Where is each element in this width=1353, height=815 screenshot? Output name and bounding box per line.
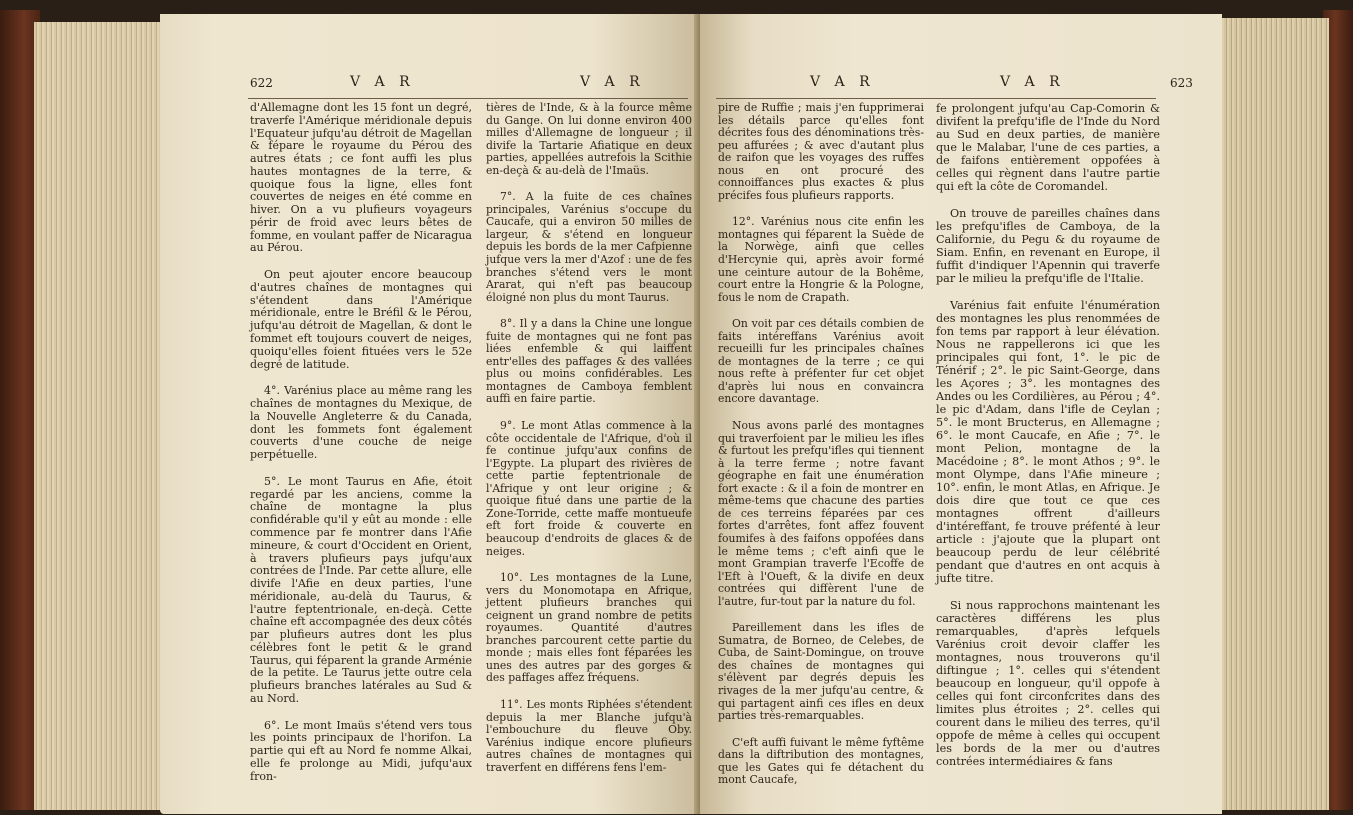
paragraph: Pareillement dans les ifles de Sumatra, de Borneo, de Celebes, de Cuba, de Saint-Domingue, on trouve des chaînes de montagnes qui s'élèvent par degrés depuis les rivages de la mer jufqu'au centre, & qui partagent ainfi ces ifles en deux parties très-remarquables. (718, 621, 924, 723)
paragraph: 4°. Varénius place au même rang les chaînes de montagnes du Mexique, de la Nouvelle Angleterre & du Canada, dont les fommets font également couverts d'une couche de neige perpétuelle. (250, 384, 472, 462)
page-number: 623 (1170, 76, 1193, 90)
paragraph: Si nous rapprochons maintenant les caractères différens les plus remarquables, d'après lefquels Varénius croit devoir claffer les montagnes, nous trouverons qu'il diftingue ; 1°. celles qui s'étendent beaucoup en longueur, qu'il oppofe à celles qui font circonfcrites dans des limites plus étroites ; 2°. celles qui courent dans le milieu des terres, qu'il oppofe de même à celles qui occupent les bords de la mer ou d'autres contrées intermédiaires & fans (936, 599, 1160, 768)
paragraph: tières de l'Inde, & à la fource même du Gange. On lui donne environ 400 milles d'Allemagne de longueur ; il divife la Tartarie Afiatique en deux parties, appellées autrefois la Scithie en-deçà & au-delà de l'Imaüs. (486, 101, 692, 177)
paragraph: On voit par ces détails combien de faits intéreffans Varénius avoit recueilli fur les principales chaînes de montagnes de la terre ; ce qui nous refte à préfenter fur cet objet d'après lui nous en convaincra encore davantage. (718, 317, 924, 406)
paragraph: On trouve de pareilles chaînes dans les prefqu'ifles de Camboya, de la Californie, du Pegu & du royaume de Siam. Enfin, en revenant en Europe, il fuffit d'indiquer l'Apennin qui traverfe par le milieu la prefqu'ifle de l'Italie. (936, 207, 1160, 285)
text-column-1 (250, 102, 472, 798)
running-head: V A R (580, 74, 645, 90)
paragraph: fe prolongent jufqu'au Cap-Comorin & divifent la prefqu'ifle de l'Inde du Nord au Sud en deux parties, de manière que le Malabar, l'une de ces parties, a de faifons entièrement oppofées à celles qui règnent dans l'autre partie qui eft la côte de Coromandel. (936, 102, 1160, 193)
running-head: V A R (810, 74, 875, 90)
page-number: 622 (250, 76, 273, 90)
paragraph: 9°. Le mont Atlas commence à la côte occidentale de l'Afrique, d'où il fe continue jufqu'aux confins de l'Egypte. La plupart des rivières de cette partie feptentrionale de l'Afrique y ont leur origine ; & quoique fitué dans une partie de la Zone-Torride, cette maffe montueufe eft fort froide & couverte en beaucoup d'endroits de glaces & de neiges. (486, 419, 692, 558)
running-head: V A R (1000, 74, 1065, 90)
paragraph: Nous avons parlé des montagnes qui traverfoient par le milieu les ifles & furtout les prefqu'ifles qui tiennent à la terre ferme ; notre favant géographe en fait une énumération fort exacte : & il a foin de montrer en même-tems que chacune des parties de ces terreins féparées par ces fortes d'arrêtes, font affez fouvent foumifes à des faifons oppofées dans le même tems ; c'eft ainfi que le mont Grampian traverfe l'Ecoffe de l'Eft à l'Oueft, & la divife en deux contrées qui diffèrent l'une de l'autre, fur-tout par la nature du fol. (718, 419, 924, 608)
right-page (700, 14, 1222, 814)
paragraph: 6°. Le mont Imaüs s'étend vers tous les points principaux de l'horifon. La partie qui eft au Nord fe nomme Alkai, elle fe prolonge au Midi, jufqu'aux fron- (250, 718, 472, 783)
paragraph: Varénius fait enfuite l'énumération des montagnes les plus renommées de fon tems par rapport à leur élévation. Nous ne rappellerons ici que les principales qui font, 1°. le pic de Ténérif ; 2°. le pic Saint-George, dans les Açores ; 3°. les montagnes des Andes ou les Cordilières, au Pérou ; 4°. le pic d'Adam, dans l'ifle de Ceylan ; 5°. le mont Bructerus, en Allemagne ; 6°. le mont Caucafe, en Afie ; 7°. le mont Pelion, montagne de la Macédoine ; 8°. le mont Athos ; 9°. le mont Olympe, dans l'Afie mineure ; 10°. enfin, le mont Atlas, en Afrique. Je dois dire que tout ce que ces montagnes offrent d'ailleurs d'intéreffant, fe trouve préfenté à leur article : j'ajoute que la plupart ont beaucoup perdu de leur célébrité pendant que d'autres en ont acquis à jufte titre. (936, 299, 1160, 585)
text-column-1 (718, 102, 924, 801)
paragraph: On peut ajouter encore beaucoup d'autres chaînes de montagnes qui s'étendent dans l'Amérique méridionale, entre le Bréfil & le Pérou, jufqu'au détroit de Magellan, & dont le fommet eft toujours couvert de neiges, quoiqu'elles foient fituées vers le 52e degré de latitude. (250, 268, 472, 371)
paragraph: 10°. Les montagnes de la Lune, vers du Monomotapa en Afrique, jettent plufieurs branches qui ceignent un grand nombre de petits royaumes. Quantité d'autres branches parcourent cette partie du monde ; mais elles font féparées les unes des autres par des gorges & des paffages affez fréquens. (486, 571, 692, 685)
paragraph: 12°. Varénius nous cite enfin les montagnes qui féparent la Suède de la Norwège, ainfi que celles d'Hercynie qui, après avoir formé une ceinture autour de la Bohême, court entre la Hongrie & la Pologne, fous le nom de Crapath. (718, 215, 924, 304)
text-column-2 (936, 102, 1160, 782)
paragraph: 5°. Le mont Taurus en Afie, étoit regardé par les anciens, comme la chaîne de montagne la plus confidérable qu'il y eût au monde : elle commence par fe montrer dans l'Afie mineure, & court d'Occident en Orient, à travers plufieurs pays jufqu'aux contrées de l'Inde. Par cette allure, elle divife l'Afie en deux parties, l'une méridionale, au-delà du Taurus, & l'autre feptentrionale, en-deçà. Cette chaîne eft accompagnée des deux côtés par plufieurs autres dont les plus célèbres font le petit & le grand Taurus, qui féparent la grande Arménie de la petite. Le Taurus jette outre cela plufieurs branches latérales au Sud & au Nord. (250, 474, 472, 705)
header-rule (248, 98, 688, 99)
paragraph: 8°. Il y a dans la Chine une longue fuite de montagnes qui ne font pas liées enfemble & qui laiffent entr'elles des paffages & des vallées plus ou moins confidérables. Les montagnes de Camboya femblent auffi en faire partie. (486, 317, 692, 406)
paragraph: 11°. Les monts Riphées s'étendent depuis la mer Blanche jufqu'à l'embouchure du fleuve Oby. Varénius indique encore plufieurs autres chaînes de montagnes qui traverfent en différens fens l'em- (486, 697, 692, 774)
running-head: V A R (350, 74, 415, 90)
page-edges-left (34, 22, 166, 810)
text-column-2 (486, 102, 692, 788)
paragraph: pire de Ruffie ; mais j'en fupprimerai les détails parce qu'elles font décrites fous des dénominations très-peu affurées ; & avec d'autant plus de raifon que les voyages des ruffes nous en ont procuré des connoiffances plus exactes & plus précifes fous plufieurs rapports. (718, 101, 924, 202)
paragraph: 7°. A la fuite de ces chaînes principales, Varénius s'occupe du Caucafe, qui a environ 50 milles de largeur, & s'étend en longueur depuis les bords de la mer Cafpienne jufque vers la mer d'Azof : une de fes branches s'étend vers le mont Ararat, qui n'eft pas beaucoup éloigné non plus du mont Taurus. (486, 190, 692, 304)
paragraph: C'eft auffi fuivant le même fyftême dans la diftribution des montagnes, que les Gates qui fe détachent du mont Caucafe, (718, 735, 924, 787)
paragraph: d'Allemagne dont les 15 font un degré, traverfe l'Amérique méridionale depuis l'Equateur jufqu'au détroit de Magellan & fépare le royaume du Pérou des autres états ; ce font auffi les plus hautes montagnes de la terre, & quoique fous la ligne, elles font couvertes de neiges en été comme en hiver. On a vu plufieurs voyageurs périr de froid avec leurs bêtes de fomme, en voulant paffer de Nicaragua au Pérou. (250, 101, 472, 255)
left-page (160, 14, 700, 814)
header-rule (716, 98, 1156, 99)
